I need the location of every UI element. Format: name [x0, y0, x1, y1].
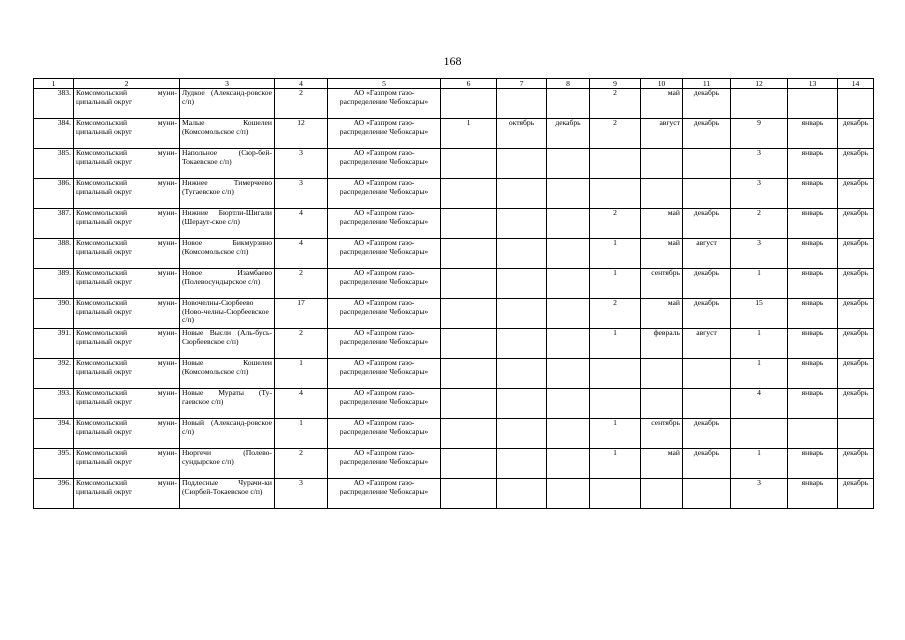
- table-cell-col-6: [441, 359, 497, 389]
- table-cell-col-6: [441, 269, 497, 299]
- table-cell-col-4: 2: [275, 89, 328, 119]
- table-cell-col-5: АО «Газпром газо-распределение Чебоксары»: [328, 149, 441, 179]
- table-cell-col-9: 2: [590, 89, 641, 119]
- table-cell-col-9: 1: [590, 239, 641, 269]
- table-row: [34, 209, 874, 239]
- table-cell-col-8: [547, 389, 590, 419]
- table-cell-col-9: 2: [590, 299, 641, 329]
- table-cell-col-11: август: [683, 329, 731, 359]
- table-cell-col-4: 2: [275, 449, 328, 479]
- table-row: [34, 479, 874, 509]
- table-cell-col-11: [683, 359, 731, 389]
- table-cell-col-14: декабрь: [838, 239, 874, 269]
- table-cell-col-11: декабрь: [683, 269, 731, 299]
- table-cell-col-2: Комсомольский муни-ципальный округ: [74, 329, 180, 359]
- table-cell-col-1: 384.: [34, 119, 74, 149]
- table-row: [34, 149, 874, 179]
- table-cell-col-9: [590, 479, 641, 509]
- table-cell-col-7: [497, 419, 547, 449]
- table-cell-col-13: январь: [788, 359, 838, 389]
- table-cell-col-8: [547, 179, 590, 209]
- column-header-10: 10: [641, 79, 683, 89]
- table-cell-col-6: [441, 419, 497, 449]
- table-cell-col-1: 394.: [34, 419, 74, 449]
- table-cell-col-10: май: [641, 209, 683, 239]
- table-cell-col-10: февраль: [641, 329, 683, 359]
- column-header-8: 8: [547, 79, 590, 89]
- column-header-9: 9: [590, 79, 641, 89]
- table-cell-col-13: январь: [788, 149, 838, 179]
- table-cell-col-12: [731, 89, 788, 119]
- table-row: [34, 299, 874, 329]
- table-cell-col-14: декабрь: [838, 269, 874, 299]
- table-cell-col-9: [590, 149, 641, 179]
- table-cell-col-9: 2: [590, 209, 641, 239]
- table-cell-col-12: 15: [731, 299, 788, 329]
- table-cell-col-5: АО «Газпром газо-распределение Чебоксары»: [328, 269, 441, 299]
- table-cell-col-8: [547, 299, 590, 329]
- table-cell-col-1: 395.: [34, 449, 74, 479]
- table-cell-col-5: АО «Газпром газо-распределение Чебоксары»: [328, 389, 441, 419]
- table-cell-col-8: [547, 209, 590, 239]
- column-header-12: 12: [731, 79, 788, 89]
- table-cell-col-3: Нижние Бюртли-Шигали (Шераут-ское с/п): [180, 209, 275, 239]
- table-cell-col-3: Новочелны-Сюрбеево (Ново-челны-Сюрбеевское с/п): [180, 299, 275, 329]
- table-cell-col-3: Нижнее Тимерчеево (Тугаевское с/п): [180, 179, 275, 209]
- table-cell-col-1: 388.: [34, 239, 74, 269]
- table-cell-col-7: [497, 479, 547, 509]
- table-cell-col-14: [838, 419, 874, 449]
- table-cell-col-8: [547, 449, 590, 479]
- table-cell-col-2: Комсомольский муни-ципальный округ: [74, 119, 180, 149]
- table-cell-col-10: май: [641, 89, 683, 119]
- table-cell-col-8: [547, 89, 590, 119]
- table-cell-col-7: [497, 299, 547, 329]
- table-cell-col-3: Напольное (Сюр-бей-Токаевское с/п): [180, 149, 275, 179]
- table-cell-col-13: январь: [788, 479, 838, 509]
- table-row: [34, 359, 874, 389]
- table-cell-col-6: [441, 179, 497, 209]
- table-cell-col-6: [441, 449, 497, 479]
- table-cell-col-8: [547, 329, 590, 359]
- table-cell-col-10: [641, 149, 683, 179]
- table-cell-col-2: Комсомольский муни-ципальный округ: [74, 299, 180, 329]
- table-cell-col-6: [441, 479, 497, 509]
- table-cell-col-12: 3: [731, 149, 788, 179]
- table-cell-col-12: 3: [731, 179, 788, 209]
- table-cell-col-8: декабрь: [547, 119, 590, 149]
- table-cell-col-1: 386.: [34, 179, 74, 209]
- table-cell-col-1: 383.: [34, 89, 74, 119]
- table-cell-col-2: Комсомольский муни-ципальный округ: [74, 149, 180, 179]
- table-cell-col-4: 3: [275, 179, 328, 209]
- table-cell-col-10: [641, 479, 683, 509]
- table-cell-col-12: 2: [731, 209, 788, 239]
- table-cell-col-12: [731, 419, 788, 449]
- table-cell-col-7: [497, 209, 547, 239]
- table-cell-col-11: декабрь: [683, 299, 731, 329]
- table-cell-col-6: [441, 329, 497, 359]
- column-header-13: 13: [788, 79, 838, 89]
- table-cell-col-11: [683, 479, 731, 509]
- table-cell-col-4: 4: [275, 209, 328, 239]
- table-cell-col-7: [497, 89, 547, 119]
- table-cell-col-14: декабрь: [838, 179, 874, 209]
- table-cell-col-9: [590, 389, 641, 419]
- table-cell-col-13: январь: [788, 179, 838, 209]
- table-cell-col-5: АО «Газпром газо-распределение Чебоксары»: [328, 479, 441, 509]
- table-cell-col-9: 1: [590, 329, 641, 359]
- column-header-4: 4: [275, 79, 328, 89]
- table-cell-col-5: АО «Газпром газо-распределение Чебоксары»: [328, 119, 441, 149]
- table-cell-col-11: декабрь: [683, 89, 731, 119]
- table-cell-col-10: [641, 359, 683, 389]
- table-cell-col-14: декабрь: [838, 209, 874, 239]
- table-cell-col-3: Подлесные Чурачи-ки (Сюрбей-Токаевское с/п): [180, 479, 275, 509]
- table-cell-col-12: 9: [731, 119, 788, 149]
- header-row: [34, 79, 874, 89]
- table-cell-col-5: АО «Газпром газо-распределение Чебоксары»: [328, 179, 441, 209]
- table-cell-col-13: январь: [788, 269, 838, 299]
- table-cell-col-3: Новые Кошелеи (Комсомольское с/п): [180, 359, 275, 389]
- table-cell-col-14: декабрь: [838, 119, 874, 149]
- table-cell-col-12: 1: [731, 449, 788, 479]
- table-cell-col-11: август: [683, 239, 731, 269]
- table-cell-col-13: [788, 419, 838, 449]
- table-cell-col-6: [441, 299, 497, 329]
- column-header-11: 11: [683, 79, 731, 89]
- table-cell-col-4: 4: [275, 239, 328, 269]
- table-cell-col-7: [497, 329, 547, 359]
- table-cell-col-8: [547, 419, 590, 449]
- column-header-7: 7: [497, 79, 547, 89]
- table-cell-col-14: [838, 89, 874, 119]
- table-cell-col-6: [441, 389, 497, 419]
- table-cell-col-9: 1: [590, 449, 641, 479]
- table-cell-col-1: 387.: [34, 209, 74, 239]
- table-cell-col-10: май: [641, 239, 683, 269]
- table-cell-col-4: 1: [275, 419, 328, 449]
- table-cell-col-5: АО «Газпром газо-распределение Чебоксары»: [328, 89, 441, 119]
- table-cell-col-11: [683, 149, 731, 179]
- table-cell-col-9: 1: [590, 419, 641, 449]
- table-cell-col-7: [497, 239, 547, 269]
- column-header-14: 14: [838, 79, 874, 89]
- table-cell-col-12: 1: [731, 269, 788, 299]
- table-cell-col-12: 3: [731, 479, 788, 509]
- table-cell-col-6: [441, 239, 497, 269]
- table-cell-col-5: АО «Газпром газо-распределение Чебоксары»: [328, 449, 441, 479]
- table-cell-col-4: 2: [275, 329, 328, 359]
- table-cell-col-7: [497, 269, 547, 299]
- table-cell-col-2: Комсомольский муни-ципальный округ: [74, 479, 180, 509]
- table-cell-col-13: январь: [788, 389, 838, 419]
- table-cell-col-3: Новые Мураты (Ту-гаевское с/п): [180, 389, 275, 419]
- table-cell-col-7: [497, 149, 547, 179]
- table-cell-col-10: сентябрь: [641, 269, 683, 299]
- table-cell-col-1: 396.: [34, 479, 74, 509]
- table-cell-col-2: Комсомольский муни-ципальный округ: [74, 89, 180, 119]
- column-header-1: 1: [34, 79, 74, 89]
- table-cell-col-1: 391.: [34, 329, 74, 359]
- table-cell-col-1: 389.: [34, 269, 74, 299]
- table-cell-col-13: январь: [788, 329, 838, 359]
- table-cell-col-6: [441, 209, 497, 239]
- table-cell-col-7: октябрь: [497, 119, 547, 149]
- table-cell-col-8: [547, 149, 590, 179]
- table-cell-col-3: Лудкое (Александ-ровское с/п): [180, 89, 275, 119]
- table-cell-col-14: декабрь: [838, 329, 874, 359]
- table-cell-col-3: Нюргечи (Полево-сундырское с/п): [180, 449, 275, 479]
- table-cell-col-2: Комсомольский муни-ципальный округ: [74, 449, 180, 479]
- table-cell-col-14: декабрь: [838, 389, 874, 419]
- table-cell-col-10: август: [641, 119, 683, 149]
- table-cell-col-7: [497, 179, 547, 209]
- table-cell-col-2: Комсомольский муни-ципальный округ: [74, 419, 180, 449]
- table-cell-col-8: [547, 359, 590, 389]
- table-cell-col-6: [441, 149, 497, 179]
- table-row: [34, 329, 874, 359]
- table-cell-col-3: Новый (Александ-ровское с/п): [180, 419, 275, 449]
- table-cell-col-1: 385.: [34, 149, 74, 179]
- table-cell-col-1: 393.: [34, 389, 74, 419]
- table-cell-col-1: 390.: [34, 299, 74, 329]
- table-cell-col-11: декабрь: [683, 419, 731, 449]
- table-cell-col-5: АО «Газпром газо-распределение Чебоксары»: [328, 359, 441, 389]
- column-header-2: 2: [74, 79, 180, 89]
- table-cell-col-12: 1: [731, 359, 788, 389]
- table-cell-col-4: 12: [275, 119, 328, 149]
- table-cell-col-13: январь: [788, 119, 838, 149]
- table-cell-col-2: Комсомольский муни-ципальный округ: [74, 179, 180, 209]
- table-cell-col-5: АО «Газпром газо-распределение Чебоксары»: [328, 329, 441, 359]
- column-header-5: 5: [328, 79, 441, 89]
- table-cell-col-13: январь: [788, 209, 838, 239]
- table-row: [34, 89, 874, 119]
- column-header-6: 6: [441, 79, 497, 89]
- table-cell-col-7: [497, 359, 547, 389]
- table-cell-col-3: Новое Изамбаево (Полевосундырское с/п): [180, 269, 275, 299]
- table-cell-col-10: май: [641, 299, 683, 329]
- table-cell-col-3: Новые Высли (Аль-бусь-Сюрбеевское с/п): [180, 329, 275, 359]
- table-cell-col-9: 2: [590, 119, 641, 149]
- table-row: [34, 179, 874, 209]
- table-row: [34, 389, 874, 419]
- table-cell-col-9: [590, 359, 641, 389]
- table-cell-col-8: [547, 479, 590, 509]
- table-cell-col-13: январь: [788, 449, 838, 479]
- table-cell-col-11: декабрь: [683, 449, 731, 479]
- table-cell-col-4: 4: [275, 389, 328, 419]
- table-cell-col-9: 1: [590, 269, 641, 299]
- table-cell-col-13: [788, 89, 838, 119]
- table-cell-col-10: [641, 179, 683, 209]
- table-cell-col-10: [641, 389, 683, 419]
- page-number: 168: [443, 54, 462, 68]
- table-cell-col-4: 2: [275, 269, 328, 299]
- table-row: [34, 449, 874, 479]
- table-cell-col-5: АО «Газпром газо-распределение Чебоксары»: [328, 239, 441, 269]
- table-cell-col-14: декабрь: [838, 149, 874, 179]
- table-cell-col-10: сентябрь: [641, 419, 683, 449]
- table-cell-col-2: Комсомольский муни-ципальный округ: [74, 269, 180, 299]
- table-cell-col-4: 1: [275, 359, 328, 389]
- table-cell-col-5: АО «Газпром газо-распределение Чебоксары»: [328, 419, 441, 449]
- table-cell-col-14: декабрь: [838, 299, 874, 329]
- table-cell-col-12: 4: [731, 389, 788, 419]
- table-row: [34, 119, 874, 149]
- table-cell-col-8: [547, 239, 590, 269]
- table-cell-col-14: декабрь: [838, 479, 874, 509]
- table-cell-col-3: Новое Бикмурзино (Комсомольское с/п): [180, 239, 275, 269]
- table-cell-col-4: 3: [275, 149, 328, 179]
- table-cell-col-7: [497, 449, 547, 479]
- table-cell-col-2: Комсомольский муни-ципальный округ: [74, 389, 180, 419]
- table-cell-col-5: АО «Газпром газо-распределение Чебоксары»: [328, 209, 441, 239]
- table-cell-col-14: декабрь: [838, 359, 874, 389]
- table-cell-col-6: 1: [441, 119, 497, 149]
- table-row: [34, 269, 874, 299]
- table-cell-col-4: 3: [275, 479, 328, 509]
- table-cell-col-6: [441, 89, 497, 119]
- table-cell-col-14: декабрь: [838, 449, 874, 479]
- table-cell-col-5: АО «Газпром газо-распределение Чебоксары»: [328, 299, 441, 329]
- table-cell-col-11: [683, 389, 731, 419]
- table-cell-col-3: Малые Кошелеи (Комсомольское с/п): [180, 119, 275, 149]
- table-cell-col-11: [683, 179, 731, 209]
- table-cell-col-4: 17: [275, 299, 328, 329]
- table-cell-col-2: Комсомольский муни-ципальный округ: [74, 209, 180, 239]
- table-cell-col-13: январь: [788, 299, 838, 329]
- table-cell-col-7: [497, 389, 547, 419]
- table-cell-col-1: 392.: [34, 359, 74, 389]
- table-cell-col-11: декабрь: [683, 119, 731, 149]
- table-cell-col-9: [590, 179, 641, 209]
- table-cell-col-10: май: [641, 449, 683, 479]
- table-cell-col-2: Комсомольский муни-ципальный округ: [74, 359, 180, 389]
- table-cell-col-8: [547, 269, 590, 299]
- column-header-3: 3: [180, 79, 275, 89]
- table-cell-col-12: 1: [731, 329, 788, 359]
- table-cell-col-13: январь: [788, 239, 838, 269]
- table-row: [34, 239, 874, 269]
- table-cell-col-2: Комсомольский муни-ципальный округ: [74, 239, 180, 269]
- table-row: [34, 419, 874, 449]
- gasification-schedule-table: [33, 78, 874, 509]
- table-cell-col-11: декабрь: [683, 209, 731, 239]
- table-cell-col-12: 3: [731, 239, 788, 269]
